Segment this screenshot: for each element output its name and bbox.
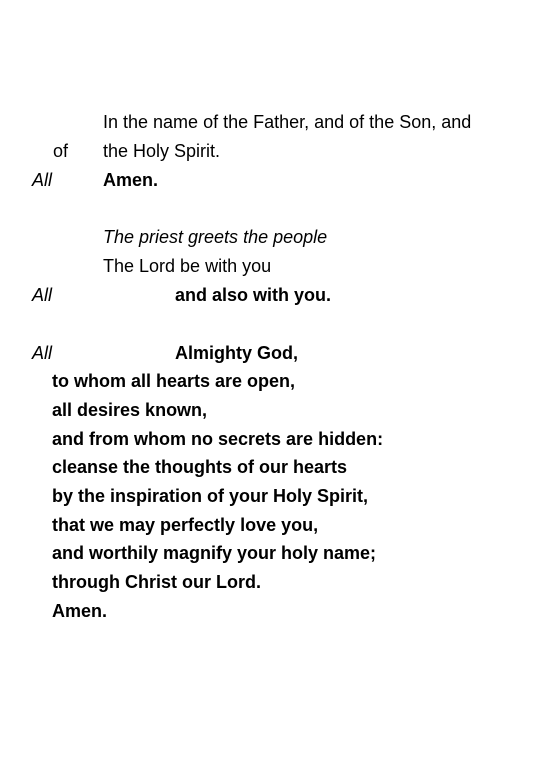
collect-amen: Amen. [52,601,108,621]
speaker-label-all: All [32,343,53,363]
collect-line: that we may perfectly love you, [52,515,319,535]
collect-line: to whom all hearts are open, [52,371,296,391]
amen-response: Amen. [103,170,159,190]
collect-line: all desires known, [52,400,208,420]
collect-line: cleanse the thoughts of our hearts [52,457,348,477]
rubric: The priest greets the people [103,227,328,247]
collect-line: Almighty God, [175,343,298,363]
priest-greeting: The Lord be with you [103,256,272,276]
speaker-label-all: All [32,285,53,305]
collect-line: through Christ our Lord. [52,572,261,592]
invocation-line-1: In the name of the Father, and of the Son, and [103,112,472,132]
speaker-label-all: All [32,170,53,190]
collect-line: by the inspiration of your Holy Spirit, [52,486,369,506]
people-response: and also with you. [175,285,332,305]
collect-line: and from whom no secrets are hidden: [52,429,384,449]
collect-line: and worthily magnify your holy name; [52,543,377,563]
stray-word: of [53,141,69,161]
invocation-line-2: the Holy Spirit. [103,141,221,161]
